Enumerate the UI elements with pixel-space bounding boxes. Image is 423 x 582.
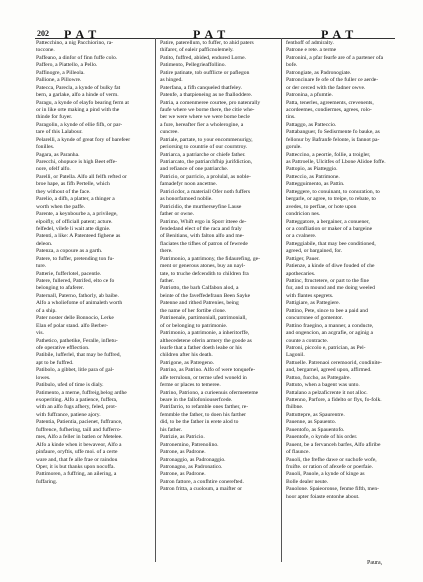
- dictionary-entry-line: Patrinenale, partimoniall, patrimoniall,: [160, 315, 247, 322]
- dictionary-entry-line: ber we were where we were borne becle: [160, 114, 250, 121]
- dictionary-entry-line: Pattigiare, as Pattegiere.: [286, 300, 341, 307]
- dictionary-entry-line: avedes, to perfiae, or hote upon: [286, 203, 357, 210]
- dictionary-entry-line: acordeemes, condiermes, agrees, rolo-: [286, 106, 372, 113]
- dictionary-entry-line: Patronini, a pfar fearfe are of a partener ofa: [286, 54, 384, 61]
- dictionary-entry-line: Patrino, as Patrino. Alfo of were tonquefe-: [160, 367, 256, 374]
- dictionary-entry-line: concurrsnee of gomentor.: [286, 315, 344, 322]
- dictionary-entry-line: Pattopio, as Piatteggio.: [286, 166, 338, 173]
- dictionary-entry-line: Patriale, partate, to your encommenurigy,: [160, 136, 253, 143]
- dictionary-entry-line: with fuffrance, patiene ajory.: [36, 411, 101, 418]
- dictionary-entry-line: femmble the father, to doen his farther: [160, 411, 246, 418]
- dictionary-entry-line: Patteggatore, a bergainer, a conuener,: [286, 218, 370, 225]
- dictionary-entry-line: Patroni, piccolo e, patrician, as Pel-: [286, 344, 366, 351]
- dictionary-entry-line: mes, Alfo a feller in batlen or Metelee.: [36, 434, 123, 441]
- dictionary-entry-line: Pauoli, Pauole, a kynde of kinge as: [286, 471, 365, 478]
- dictionary-entry-line: Patrimonio, a patrimonie, a inheritorffe,: [160, 330, 250, 337]
- dictionary-entry-line: with an alfo fugs afhery, feled, prot-: [36, 404, 117, 411]
- dictionary-entry-line: his father.: [160, 426, 183, 433]
- dictionary-entry-line: Pattaggo, as Patteccio.: [286, 121, 337, 128]
- dictionary-entry-line: fonilles.: [36, 144, 55, 151]
- dictionary-entry-line: Patere, to fuffer, pretending ton fu-: [36, 255, 115, 262]
- dictionary-entry-line: Patenti, a like: A Patenteed fighene as: [36, 233, 121, 240]
- dictionary-column-right: [286, 40, 398, 501]
- dictionary-entry-line: cuncree.: [160, 129, 179, 136]
- dictionary-entry-line: Paternall, Paterno, fathorly, ab baibe.: [36, 292, 119, 299]
- dictionary-entry-line: or a confliation or maker of a bargeine: [286, 225, 373, 232]
- dictionary-entry-line: Paragolin, a kynde of ellie fifh, or par-: [36, 121, 123, 128]
- dictionary-entry-line: faufe where we borne there, the citie whe-: [160, 106, 255, 113]
- dictionary-entry-line: Patire patinate, tob oufflicte or paflegon: [160, 69, 250, 76]
- dictionary-entry-line: belonging to afaferer.: [36, 285, 84, 292]
- dictionary-entry-line: they without of the face.: [36, 188, 91, 195]
- dictionary-entry-line: Patronemino, Patrenolino.: [160, 441, 219, 448]
- dictionary-entry-line: bergarle, or agree, to treipe, to rebate, to: [286, 196, 376, 203]
- dictionary-entry-line: Elan ef polar stand. alfo Berber-: [36, 322, 108, 329]
- dictionary-entry-line: Patienze, a kinde of diwe fouded of che: [286, 263, 375, 270]
- dictionary-entry-line: of flaunce.: [286, 449, 310, 456]
- dictionary-entry-line: broe hape, as fifh Pertelle, which: [36, 181, 110, 188]
- dictionary-entry-line: Pattalano a pelzaficrente it not alloc.: [286, 389, 368, 396]
- dictionary-entry-line: Pauent, be a fervanceh barfes, Alfo afiribe: [286, 441, 381, 448]
- dictionary-entry-line: bern, a garlake, alfo a hinde of verm.: [36, 92, 119, 99]
- dictionary-entry-line: Parelio, a difh, a platter, a thinger a: [36, 196, 115, 203]
- dictionary-entry-line: condricion nes.: [286, 211, 321, 218]
- header-rule: [35, 38, 395, 39]
- dictionary-entry-line: Patrino, Patriono, a curieenuis ofermeeteme: [160, 389, 259, 396]
- dictionary-entry-line: Paffeano, a dinfor of finn fuffe colo.: [36, 54, 118, 61]
- dictionary-entry-line: Patibolo, a gibbet, litle para of gal-: [36, 367, 114, 374]
- dictionary-entry-line: Patteggiabile, that may bee conditioned,: [286, 240, 376, 247]
- running-head-right: PAT: [321, 27, 359, 41]
- dictionary-entry-line: Patimento, a merne, fuffreig,belog ardhe: [36, 389, 127, 396]
- dictionary-entry-line: Pattiger, Pauer.: [286, 255, 320, 262]
- dictionary-entry-line: Pattuto, when a bagent was unto.: [286, 382, 360, 389]
- dictionary-entry-line: ferme or places to temeree.: [160, 382, 221, 389]
- dictionary-entry-line: a fure, hereafter fier a wholerogine, a: [160, 121, 244, 128]
- dictionary-entry-line: Patibulo, ufed of time is dialy.: [36, 382, 104, 389]
- dictionary-entry-line: fruifte. or ration of afexefe or poerfaie.: [286, 463, 373, 470]
- dictionary-entry-line: Patito, fuffred, abided, endured Lorne.: [160, 54, 246, 61]
- dictionary-entry-line: ture.: [36, 263, 47, 270]
- dictionary-entry-line: ment or generous atones, buy an nayl-: [160, 263, 246, 270]
- dictionary-entry-line: Patenza, a copoure as a garth.: [36, 248, 103, 255]
- dictionary-entry-line: Patrongiate, as Padronogiate.: [286, 69, 352, 76]
- dictionary-entry-line: Patentia, Patientia, pacienet, fuffrance,: [36, 419, 123, 426]
- dictionary-entry-line: learfe that a father doeth leabe or his: [160, 344, 242, 351]
- dictionary-entry-line: Alfo a kinde when it bewaveor, Alfo a: [36, 441, 122, 448]
- dictionary-entry-line: counte a contracte.: [286, 337, 329, 344]
- dictionary-entry-line: Pattenno, Parfore, a fidelto or flys, fo-folk.: [286, 397, 382, 403]
- dictionary-entry-line: althecedetene oferin armery the goode as: [160, 337, 252, 344]
- dictionary-entry-line: ware and, that fe alle frae or raindou: [36, 456, 118, 463]
- dictionary-entry-line: Pater noster delle Bonnocio, Lerke: [36, 315, 114, 322]
- dictionary-entry-line: Lagonil.: [286, 352, 305, 359]
- dictionary-entry-line: Pattuelle. Patrenaoi ceremoorid, condinite-: [286, 359, 382, 366]
- dictionary-entry-line: Patteccino, a peortie, follie, a troigler,: [286, 151, 371, 158]
- dictionary-entry-line: of Benitians, with falton alfo and me-: [160, 233, 245, 240]
- dictionary-entry-line: apothecaries.: [286, 270, 316, 277]
- dictionary-entry-line: felfedel, vilefe li wait atte dignie.: [36, 225, 111, 232]
- dictionary-entry-line: Patriotto, the barh Calfabon alod, a: [160, 285, 239, 292]
- dictionary-entry-line: and ongencion, an acgrafie, or aginig a: [286, 330, 373, 337]
- dictionary-entry-line: as Pattroelle, Ulcitfes of Lbone Alidoe foffe.: [286, 159, 386, 165]
- dictionary-column-middle: [160, 40, 273, 494]
- dictionary-entry-line: beare in the fallofoniouserfcede.: [160, 397, 233, 403]
- dictionary-entry-line: Patron fattore, a confhtire conerefted.: [160, 478, 244, 485]
- dictionary-entry-line: Bolle dealer neute.: [286, 478, 329, 485]
- dictionary-entry-line: apt to be fuffred.: [36, 359, 74, 366]
- dictionary-entry-line: Patria, a comenmeree courtee, pro natenrally: [160, 99, 261, 106]
- dictionary-entry-line: Paragu, a kynde of elayfo bearing ferm at: [36, 99, 129, 106]
- dictionary-entry-line: the name of her fortibe clone.: [160, 307, 227, 314]
- dictionary-entry-line: beinte of the faveffedefraun Been Sayke: [160, 292, 251, 299]
- dictionary-entry-line: Pauenne, as Spauento.: [286, 419, 337, 426]
- dictionary-entry-line: fhilbne.: [286, 404, 304, 411]
- dictionary-entry-line: fenthoff of admiralty.: [286, 40, 334, 46]
- dictionary-entry-line: of or belonging to patrimonie.: [160, 322, 228, 329]
- dictionary-entry-line: thifarer, of ealeir pafficnolemely.: [160, 47, 234, 54]
- dictionary-entry-line: or der cerced with the fadner owve.: [286, 84, 366, 91]
- dictionary-entry-line: father or owne.: [160, 211, 195, 218]
- dictionary-entry-line: Patriarcato, the patriarchfhip jurifdiction,: [160, 159, 253, 165]
- running-head-center: PAT: [193, 27, 231, 41]
- dictionary-entry-line: Patire, paterellum, to fuffer, to ahid paters: [160, 40, 254, 46]
- dictionary-entry-line: Patronagno, as Padronatico.: [160, 463, 223, 470]
- dictionary-entry-line: Patecca, Parecla, a kynde of bulky fat: [36, 84, 121, 91]
- column-divider: [155, 38, 156, 562]
- dictionary-entry-line: tare of this Lalabour.: [36, 129, 83, 136]
- dictionary-entry-line: Patron fritta, a cuoloum, a maifter or: [160, 486, 243, 493]
- dictionary-entry-line: Paffero, a Piattello, a Pello.: [36, 62, 98, 69]
- dictionary-entry-line: did, to be the father in erete alod to: [160, 419, 239, 426]
- dictionary-entry-line: Pallione, a Pillowre.: [36, 77, 82, 84]
- dictionary-entry-line: Paffinogre, a Pilleola.: [36, 69, 85, 76]
- page-number: 202: [37, 29, 49, 38]
- dictionary-entry-line: Patrifarrio, to refamble ones farther, re-: [160, 404, 249, 411]
- dictionary-entry-line: vis.: [36, 330, 44, 337]
- dictionary-entry-line: Patimento, Pellegrieaffollino.: [160, 62, 226, 69]
- dictionary-entry-line: Patrone, as Padrone.: [160, 449, 206, 456]
- dictionary-entry-line: Parelli, or Patella. Alfo all felfh refted or: [36, 173, 127, 180]
- dictionary-entry-line: deleon.: [36, 240, 53, 247]
- dictionary-entry-line: and refiance of one patriarche.: [160, 166, 229, 173]
- dictionary-entry-line: Patronina, a pfumtie.: [286, 92, 333, 99]
- dictionary-entry-line: tate, to truche defcendith to children fra: [160, 270, 249, 277]
- dictionary-entry-line: lowes.: [36, 374, 51, 381]
- dictionary-entry-line: Pattino, Pete, since to bee a paid and: [286, 307, 368, 314]
- dictionary-entry-line: Pattuttepre, as Spaurentre.: [286, 411, 345, 418]
- dictionary-entry-line: periorsing to countrie of our courntroy.: [160, 144, 248, 151]
- dictionary-entry-line: Alfo a wholiefome of animaleth worth: [36, 300, 123, 307]
- dictionary-entry-line: Oper, it is but thanks upon nocoffa.: [36, 463, 115, 470]
- dictionary-entry-line: Pauoli, the frefhe dawe or suchofe wofe,: [286, 456, 377, 463]
- dictionary-entry-line: hoor apter foiaste entonhe about.: [286, 493, 360, 500]
- dictionary-entry-line: fellonur by Bafranfe felonte, is fannot pa-: [286, 136, 380, 143]
- dictionary-entry-line: toccone.: [36, 47, 55, 54]
- dictionary-entry-line: of a ship.: [36, 307, 57, 314]
- dictionary-entry-line: nore, ofelf alfo.: [36, 166, 71, 173]
- dictionary-entry-line: Patrimo, Whift ergo in Sporr itteee de-: [160, 218, 247, 225]
- dictionary-entry-line: Patrizie, as Patricio.: [160, 434, 205, 441]
- dictionary-entry-line: tins.: [286, 114, 296, 121]
- dictionary-entry-line: Patenfe, a thatpieneing as ne fhalloddere.: [160, 92, 253, 99]
- dictionary-entry-line: Pattimoren, a fuffring, an ailering, a: [36, 471, 117, 478]
- column-divider: [281, 38, 282, 562]
- dictionary-entry-line: exoperiting. Alfo a patience, fuffera,: [36, 397, 118, 403]
- dictionary-entry-line: as hinged.: [160, 77, 183, 84]
- dictionary-entry-line: Patriarca, a patriarche or chiefe father.: [160, 151, 246, 158]
- dictionary-entry-line: fuffrence, fufhering, taill and fufferro-: [36, 426, 122, 433]
- dictionary-entry-line: with flantes spegrets.: [286, 292, 334, 299]
- dictionary-entry-line: Pattabanguer, fo Sedisrmente fo bauke, as: [286, 129, 380, 136]
- dictionary-entry-line: Patibile, lufferlel, that may be fuffred,: [36, 352, 121, 359]
- dictionary-entry-line: Parente, a keynbourbe a, a privilege,: [36, 211, 118, 218]
- dictionary-entry-line: Pelarelli, a kynde of great fory of barefeer: [36, 136, 131, 143]
- dictionary-entry-line: Patrimonio, a patrimony, the fidaurefing, ge-: [160, 255, 260, 262]
- dictionary-entry-line: flaciates the tifhes of patron of fewrede: [160, 240, 248, 247]
- running-head-left: PAT: [64, 27, 102, 41]
- dictionary-entry-line: Parecchi, ohopuce is high Beet effe-: [36, 159, 117, 165]
- dictionary-entry-line: Pattuo, fuccho, as Pattegalre.: [286, 374, 351, 381]
- dictionary-entry-line: Pattecchino, a nig Pacchiorino, ra-: [36, 40, 114, 46]
- dictionary-entry-line: Pauentofe, o kynde of his order.: [286, 434, 358, 441]
- dictionary-entry-line: Patenne and rithed Patrenies, being: [160, 300, 239, 307]
- dictionary-entry-line: Paterfana, a fifh canqueled thatfeley.: [160, 84, 242, 91]
- dictionary-entry-line: agreed, or bargained, for.: [286, 248, 343, 255]
- dictionary-entry-line: Patrone, as Padrone.: [160, 471, 206, 478]
- dictionary-entry-line: Pathetico, pathetike, Feralle, infletu-: [36, 337, 118, 344]
- dictionary-entry-line: Pauentofo, as Spauentofo.: [286, 426, 345, 433]
- dictionary-entry-line: Patteggere, to conuinant, to conuration, to: [286, 188, 380, 195]
- dictionary-entry-line: or a cvalnere.: [286, 233, 317, 240]
- dictionary-entry-line: fuffaring.: [36, 478, 58, 485]
- dictionary-entry-line: fendedand elect of the raca and fraly: [160, 225, 242, 232]
- dictionary-entry-line: Patere, fullered, Patrifed, elto ce fo: [36, 278, 115, 284]
- dictionary-entry-line: Patronaggio, as Padronaggio.: [160, 456, 226, 463]
- dictionary-entry-line: worth when the paffe.: [36, 203, 85, 210]
- dictionary-entry-line: and, bergarnel, agreed upon, affirmed.: [286, 367, 372, 374]
- dictionary-entry-line: Pattegguimento, as Pattin.: [286, 181, 345, 188]
- dictionary-entry-line: there.: [160, 248, 173, 255]
- dictionary-entry-line: alfe terruloun, or terme ufed woneld in: [160, 374, 247, 381]
- dictionary-entry-line: Patrone e rete. a terme: [286, 47, 337, 54]
- dictionary-entry-line: Patta, tenerles, agreements, crevenents,: [286, 99, 374, 106]
- dictionary-entry-line: Patroncinare fe ofe of the fuller ce aerde-: [286, 77, 379, 84]
- dictionary-entry-line: thinde for fuyer.: [36, 114, 73, 121]
- dictionary-entry-line: Patterie, fufferlotel, pacentle.: [36, 270, 102, 277]
- dictionary-column-left: [36, 40, 149, 486]
- dictionary-entry-line: elpoifly, of officiall patent; acture.: [36, 218, 113, 225]
- dictionary-entry-line: bofe.: [286, 62, 298, 69]
- dictionary-entry-line: pinfaure, oryftis, uffe moi. of a certe: [36, 449, 118, 456]
- dictionary-entry-line: fur, and ra mound and me doing weeled: [286, 285, 375, 292]
- dictionary-entry-line: Pattino fraegino, a manner, a conducte,: [286, 322, 374, 329]
- dictionary-entry-line: Pattinc, ftructetere, or part to the fine: [286, 278, 369, 284]
- dictionary-entry-line: Patricidio, the murtherseyfine Lause: [160, 203, 242, 210]
- dictionary-entry-line: ofe operative efflection.: [36, 344, 90, 351]
- dictionary-entry-line: Patricicdor, a materiall Ofer noth fuffers: [160, 188, 251, 195]
- dictionary-entry-line: father.: [160, 278, 175, 284]
- dictionary-entry-line: Pauolone. Spaieoronse, fenme fifth, men-: [286, 486, 380, 493]
- dictionary-entry-line: children after his death.: [160, 352, 213, 359]
- dictionary-entry-line: Patteccio, as Patrimone.: [286, 173, 340, 180]
- catchword: Paura,: [367, 560, 383, 566]
- dictionary-entry-line: Patrigone, as Patregeno.: [160, 359, 215, 366]
- dictionary-entry-line: famadefyr noon ancettne.: [160, 181, 217, 188]
- dictionary-entry-line: or in like orte making a pind with the: [36, 106, 120, 113]
- dictionary-entry-line: gorule.: [286, 144, 302, 151]
- dictionary-entry-line: Pagara, as Paranha.: [36, 151, 80, 158]
- dictionary-entry-line: as honorfamoed noblie.: [160, 196, 213, 203]
- dictionary-entry-line: Patricio, or parricio, a prolulal, as noble-: [160, 173, 251, 180]
